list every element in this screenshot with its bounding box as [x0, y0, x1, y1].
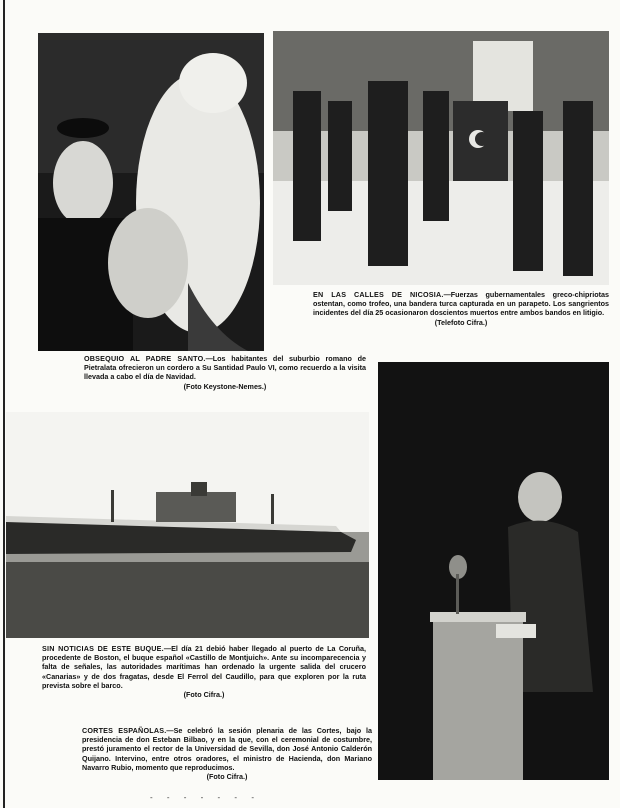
nicosia-photo	[273, 31, 609, 285]
cortes-photo	[378, 362, 609, 780]
cortes-caption	[82, 726, 372, 781]
pope-caption	[84, 354, 366, 391]
pope-body: —Los habitantes del suburbio romano de Pietralata ofrecieron un cordero a Su Santidad Paulo VI, como recuerdo a la visita llevada a cabo el día de Navidad.	[84, 354, 366, 382]
page-edge	[3, 0, 5, 808]
cortes-body: —Se celebró la sesión plenaria de las Cortes, bajo la presidencia de don Esteban Bilbao, y en la que, con el ceremonial de costumbre, prestó juramento el rector de la Universidad de Sevilla, don José Antonio Calderón Quijano. Intervino, entre otros oradores, el ministro de Hacienda, don Mariano Navarro Rubio, momento que reproducimos.	[82, 726, 372, 772]
nicosia-credit: (Telefoto Cifra.)	[434, 317, 488, 327]
nicosia-headline: EN LAS CALLES DE NICOSIA.	[313, 290, 444, 299]
pope-photo	[38, 33, 264, 351]
ship-body: —El día 21 debió haber llegado al puerto de La Coruña, procedente de Boston, el buque español «Castillo de Montjuich». Ante su incomparecencia y falta de señales, las autoridades marítimas han ordenado la urgente salida del crucero «Canarias» y de dos fragatas, desde El Ferrol del Caudillo, para que exploren por la ruta prevista sobre el barco.	[42, 644, 366, 690]
nicosia-caption	[313, 290, 609, 327]
pope-credit: (Foto Keystone-Nemes.)	[183, 381, 267, 391]
cortes-credit: (Foto Cifra.)	[206, 772, 248, 782]
footer-marks: - - - - - - -	[150, 793, 260, 802]
ship-photo	[6, 412, 369, 638]
nicosia-body: —Fuerzas gubernamentales greco-chipriotas ostentan, como trofeo, una bandera turca capturada en un parapeto. Los sangrientos incidentes del día 25 ocasionaron doscientos muertos entre ambos bandos en litigio.	[313, 290, 609, 318]
ship-headline: SIN NOTICIAS DE ESTE BUQUE.	[42, 644, 164, 653]
cortes-headline: CORTES ESPAÑOLAS.	[82, 726, 167, 735]
ship-credit: (Foto Cifra.)	[183, 690, 225, 700]
ship-caption	[42, 644, 366, 699]
pope-headline: OBSEQUIO AL PADRE SANTO.	[84, 354, 206, 363]
